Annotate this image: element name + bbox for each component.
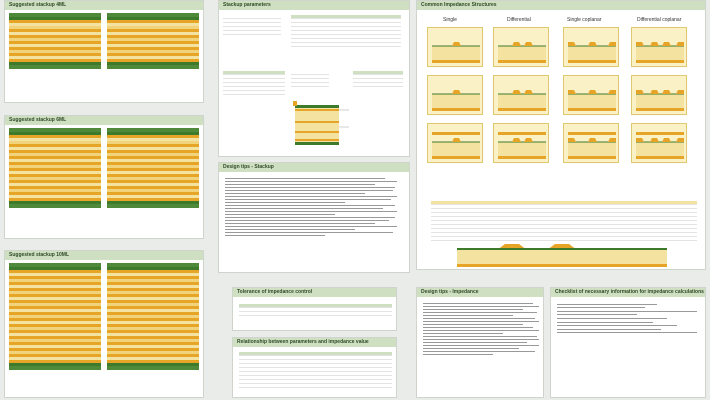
panel-title: Checklist of necessary information for impedance calculations [551,288,705,297]
trace-cross-section [432,84,480,112]
panel-title: Suggested stackup 10ML [5,251,203,260]
stackup-table-left [9,13,101,69]
checklist-panel [550,287,706,398]
panel-title: Relationship between parameters and impedance value [233,338,396,347]
structure-diagram [493,75,549,115]
trace-cross-section [636,36,684,64]
structure-diagram [493,123,549,163]
structure-diagram [631,27,687,67]
tolerance-panel [232,287,397,331]
stackup-table-right [107,128,199,208]
structure-diagram [563,75,619,115]
copper-after-plating-table [291,15,401,47]
copper-thickness-table [223,15,281,35]
structure-diagram [427,75,483,115]
structure-diagram [427,27,483,67]
column-header-differential-coplanar: Differential coplanar [637,17,682,23]
panel-title: Suggested stackup 4ML [5,1,203,10]
structure-diagram [631,75,687,115]
panel-title: Design tips - Impedance [417,288,543,297]
relationship-table [239,352,392,388]
impedance-tips-text-block [423,301,539,357]
structure-diagram [493,27,549,67]
panel-title: Tolerance of impedance control [233,288,396,297]
trace-cross-section [498,132,546,160]
impedance-parameters-table [431,201,697,241]
stackup-4ml-panel [4,0,204,103]
stackup-parameters-panel [218,0,410,157]
relationship-panel [232,337,397,398]
material-table [291,71,329,87]
trace-cross-section [568,132,616,160]
stackup-table-left [9,128,101,208]
panel-title: Common Impedance Structures [417,1,705,10]
stackup-table-right [107,13,199,69]
trace-cross-section [498,36,546,64]
checklist-text-block [557,301,701,336]
trace-cross-section [636,132,684,160]
stackup-table-right [107,263,199,370]
impedance-structures-panel [416,0,706,270]
trace-cross-section [568,36,616,64]
trace-cross-section [568,84,616,112]
tips-text-block [225,176,401,238]
stackup-10ml-panel [4,250,204,398]
panel-title: Design tips - Stackup [219,163,409,172]
column-header-single: Single [443,17,457,23]
trace-cross-section [432,36,480,64]
panel-title: Stackup parameters [219,1,409,10]
impedance-cross-section [457,244,667,269]
panel-title: Suggested stackup 6ML [5,116,203,125]
prepreg-table [223,71,285,95]
trace-cross-section [636,84,684,112]
structure-diagram [563,27,619,67]
trace-cross-section [498,84,546,112]
structure-diagram [427,123,483,163]
design-tips-impedance-panel [416,287,544,398]
structure-diagram [631,123,687,163]
tolerance-table [239,304,392,316]
stackup-6ml-panel [4,115,204,239]
column-header-single-coplanar: Single coplanar [567,17,602,23]
column-header-differential: Differential [507,17,531,23]
stackup-cross-section [289,97,369,155]
material-values-table [353,71,403,87]
stackup-table-left [9,263,101,370]
structure-diagram [563,123,619,163]
design-tips-stackup-panel [218,162,410,273]
trace-cross-section [432,132,480,160]
